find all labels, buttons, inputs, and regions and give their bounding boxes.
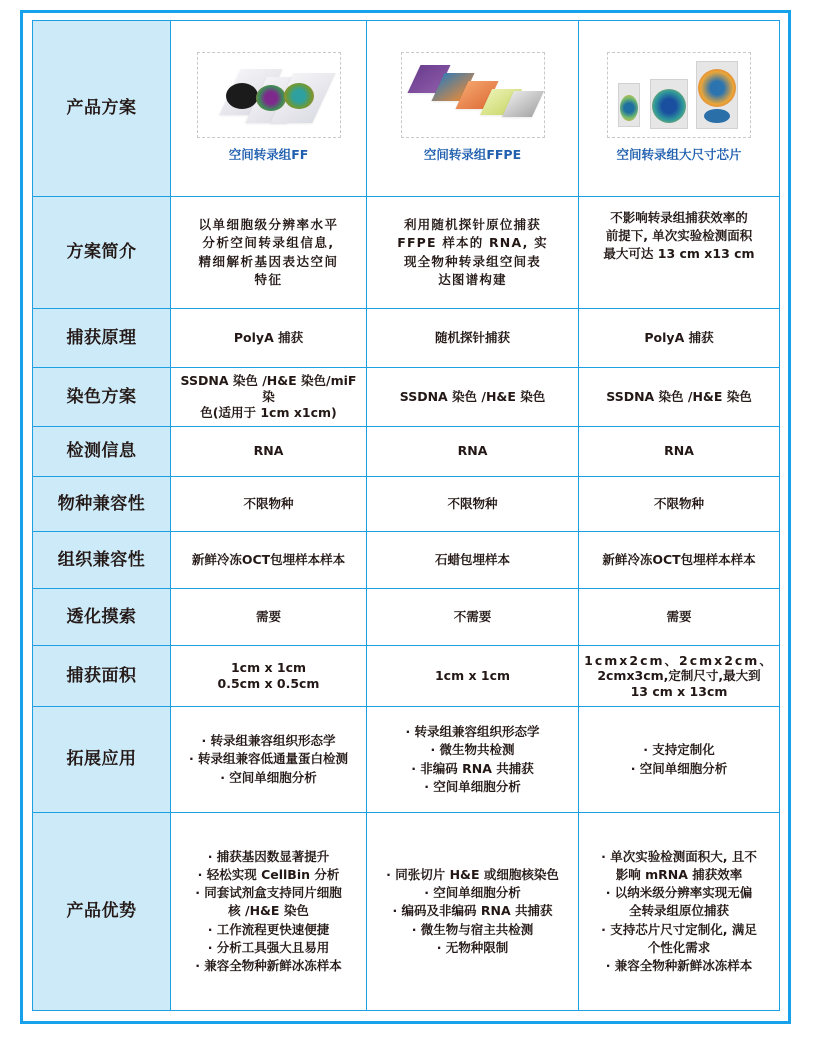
row-label: 物种兼容性 [33, 477, 171, 532]
cell-ffpe: SSDNA 染色 /H&E 染色 [367, 368, 579, 427]
cell-line: 1cmx2cm、2cmx2cm、 [584, 652, 774, 668]
cell-line: 全转录组原位捕获 [628, 903, 729, 919]
cell-ffpe [367, 197, 579, 309]
row-product-advantages [33, 813, 780, 1011]
product-title: 空间转录组大尺寸芯片 [616, 147, 742, 163]
cell-large-chip: RNA [579, 427, 780, 477]
cell-line: 核 /H&E 染色 [228, 903, 309, 919]
cell-ff [171, 368, 367, 427]
cell-ffpe [367, 707, 579, 813]
cell-ffpe [367, 813, 579, 1011]
cell-line: · 兼容全物种新鲜冰冻样本 [195, 957, 342, 973]
row-permeabilization [33, 589, 780, 646]
product-comparison-table [32, 20, 780, 1011]
cell-ffpe: 随机探针捕获 [367, 309, 579, 368]
cell-line: · 轻松实现 CellBin 分析 [197, 867, 340, 883]
cell-line: 1cm x 1cm [230, 660, 307, 676]
product-cell-ffpe [367, 21, 579, 197]
cell-line: 前提下, 单次实验检测面积 [605, 228, 753, 244]
row-label: 产品优势 [33, 813, 171, 1011]
cell-ffpe: 1cm x 1cm [367, 646, 579, 707]
cell-large-chip: 不限物种 [579, 477, 780, 532]
tissue-slides-ff-image [197, 52, 341, 138]
cell-line: · 微生物与宿主共检测 [411, 921, 534, 937]
cell-ffpe: 不限物种 [367, 477, 579, 532]
cell-ffpe: RNA [367, 427, 579, 477]
cell-line: FFPE 样本的 RNA, 实 [397, 235, 548, 251]
row-product-scheme [33, 21, 780, 197]
cell-line: SSDNA 染色 /H&E 染色/miF 染 [180, 372, 357, 404]
cell-line: · 同张切片 H&E 或细胞核染色 [386, 867, 559, 883]
cell-large-chip: PolyA 捕获 [579, 309, 780, 368]
row-label: 透化摸索 [33, 589, 171, 646]
cell-line: · 支持芯片尺寸定制化, 满足 [601, 921, 757, 937]
product-title: 空间转录组FFPE [423, 147, 522, 163]
row-extended-applications [33, 707, 780, 813]
cell-line: · 非编码 RNA 共捕获 [411, 760, 534, 776]
row-capture-area [33, 646, 780, 707]
cell-line: 不影响转录组捕获效率的 [610, 210, 748, 225]
cell-ff [171, 197, 367, 309]
cell-line: · 单次实验检测面积大, 且不 [601, 849, 757, 865]
cell-line: 13 cm x 13cm [630, 683, 728, 699]
cell-line: 2cmx3cm,定制尺寸,最大到 [597, 668, 761, 684]
cell-line: · 转录组兼容组织形态学 [405, 724, 540, 740]
row-detection-info [33, 427, 780, 477]
cell-line: 现全物种转录组空间表 [403, 253, 541, 269]
row-label: 组织兼容性 [33, 532, 171, 589]
cell-line: · 微生物共检测 [430, 742, 515, 758]
cell-large-chip [579, 813, 780, 1011]
cell-line: 达图谱构建 [438, 271, 507, 287]
cell-line: · 捕获基因数显著提升 [207, 849, 330, 865]
large-chip-tissue-image [607, 52, 751, 138]
cell-large-chip [579, 646, 780, 707]
cell-line: 最大可达 13 cm x13 cm [603, 246, 755, 262]
cell-line: · 同套试剂盒支持同片细胞 [195, 885, 342, 901]
row-staining [33, 368, 780, 427]
row-label: 染色方案 [33, 368, 171, 427]
cell-line: 利用随机探针原位捕获 [403, 217, 541, 233]
row-label: 捕获原理 [33, 309, 171, 368]
cell-ffpe: 不需要 [367, 589, 579, 646]
cell-line: · 分析工具强大且易用 [207, 939, 330, 955]
row-label: 检测信息 [33, 427, 171, 477]
cell-line: 以单细胞级分辨率水平 [198, 217, 339, 233]
cell-ff: 需要 [171, 589, 367, 646]
cell-line: 0.5cm x 0.5cm [217, 676, 320, 691]
cell-line: · 无物种限制 [436, 939, 509, 955]
cell-ff: PolyA 捕获 [171, 309, 367, 368]
cell-line: · 转录组兼容组织形态学 [201, 733, 336, 749]
tissue-slides-ffpe-image [401, 52, 545, 138]
cell-line: · 空间单细胞分析 [630, 760, 728, 776]
cell-line: · 以纳米级分辨率实现无偏 [605, 885, 753, 901]
row-scheme-intro [33, 197, 780, 309]
cell-line: · 支持定制化 [643, 742, 715, 758]
cell-line: 精细解析基因表达空间 [198, 253, 339, 269]
row-label: 方案简介 [33, 197, 171, 309]
cell-ff: RNA [171, 427, 367, 477]
cell-line: · 空间单细胞分析 [424, 885, 521, 901]
cell-ffpe: 石蜡包埋样本 [367, 532, 579, 589]
cell-line: 分析空间转录组信息, [202, 235, 335, 251]
row-label: 产品方案 [33, 21, 171, 197]
cell-line: · 空间单细胞分析 [424, 778, 521, 794]
cell-large-chip [579, 707, 780, 813]
cell-large-chip: 需要 [579, 589, 780, 646]
cell-large-chip: SSDNA 染色 /H&E 染色 [579, 368, 780, 427]
cell-line: · 转录组兼容低通量蛋白检测 [188, 751, 349, 767]
row-capture-principle [33, 309, 780, 368]
cell-ff: 新鲜冷冻OCT包埋样本样本 [171, 532, 367, 589]
cell-ff [171, 813, 367, 1011]
product-cell-ff [171, 21, 367, 197]
cell-line: · 空间单细胞分析 [220, 769, 317, 785]
cell-ff: 不限物种 [171, 477, 367, 532]
row-species-compat [33, 477, 780, 532]
product-cell-large-chip [579, 21, 780, 197]
cell-line: 个性化需求 [647, 939, 711, 955]
cell-line: · 编码及非编码 RNA 共捕获 [392, 903, 553, 919]
cell-line: 色(适用于 1cm x1cm) [200, 405, 337, 421]
row-tissue-compat [33, 532, 780, 589]
product-title: 空间转录组FF [228, 147, 309, 163]
cell-large-chip [579, 197, 780, 309]
cell-large-chip: 新鲜冷冻OCT包埋样本样本 [579, 532, 780, 589]
cell-line: 特征 [254, 271, 283, 287]
cell-line: · 工作流程更快速便捷 [207, 921, 330, 937]
row-label: 捕获面积 [33, 646, 171, 707]
cell-ff [171, 646, 367, 707]
cell-ff [171, 707, 367, 813]
row-label: 拓展应用 [33, 707, 171, 813]
cell-line: 影响 mRNA 捕获效率 [615, 867, 743, 883]
cell-line: · 兼容全物种新鲜冰冻样本 [605, 957, 753, 973]
